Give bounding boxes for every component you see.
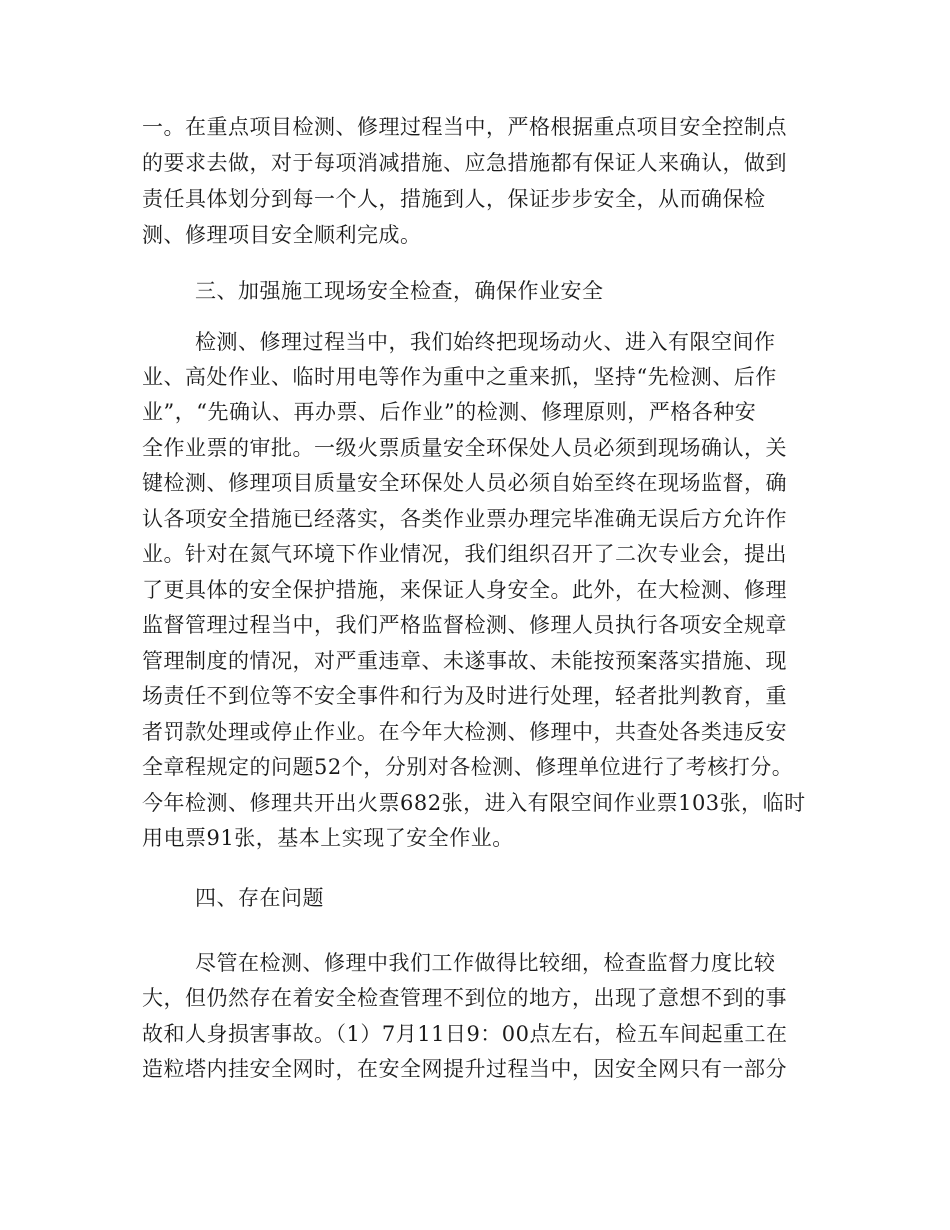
paragraph-line: 一。在重点项目检测、修理过程当中，严格根据重点项目安全控制点 bbox=[142, 115, 787, 139]
paragraph-line: 全章程规定的问题52个，分别对各检测、修理单位进行了考核打分。 bbox=[142, 755, 794, 779]
paragraph-line: 造粒塔内挂安全网时，在安全网提升过程当中，因安全网只有一部分 bbox=[142, 1057, 787, 1081]
paragraph-line: 故和人身损害事故。（1）7月11日9：00点左右，检五车间起重工在 bbox=[142, 1022, 788, 1046]
paragraph-line: 监督管理过程当中，我们严格监督检测、修理人员执行各项安全规章 bbox=[142, 613, 787, 637]
section-heading: 三、加强施工现场安全检查，确保作业安全 bbox=[195, 279, 604, 303]
paragraph-line: 业。针对在氮气环境下作业情况，我们组织召开了二次专业会，提出 bbox=[142, 542, 787, 566]
paragraph-line: 测、修理项目安全顺利完成。 bbox=[142, 223, 422, 247]
paragraph-line: 全作业票的审批。一级火票质量安全环保处人员必须到现场确认，关 bbox=[142, 436, 787, 460]
paragraph-line: 管理制度的情况，对严重违章、未遂事故、未能按预案落实措施、现 bbox=[142, 649, 787, 673]
paragraph-line: 场责任不到位等不安全事件和行为及时进行处理，轻者批判教育，重 bbox=[142, 684, 787, 708]
paragraph-line: 业”，“先确认、再办票、后作业”的检测、修理原则，严格各种安 bbox=[142, 400, 757, 424]
paragraph-line: 键检测、修理项目质量安全环保处人员必须自始至终在现场监督，确 bbox=[142, 471, 787, 495]
paragraph-line: 今年检测、修理共开出火票682张，进入有限空间作业票103张，临时 bbox=[142, 791, 806, 815]
paragraph-line: 尽管在检测、修理中我们工作做得比较细，检查监督力度比较 bbox=[195, 951, 776, 975]
paragraph-line: 检测、修理过程当中，我们始终把现场动火、进入有限空间作 bbox=[195, 330, 776, 354]
paragraph-line: 责任具体划分到每一个人，措施到人，保证步步安全，从而确保检 bbox=[142, 187, 766, 211]
paragraph-line: 者罚款处理或停止作业。在今年大检测、修理中，共查处各类违反安 bbox=[142, 720, 787, 744]
paragraph-line: 业、高处作业、临时用电等作为重中之重来抓，坚持“先检测、后作 bbox=[142, 365, 777, 389]
paragraph-line: 了更具体的安全保护措施，来保证人身安全。此外，在大检测、修理 bbox=[142, 578, 787, 602]
paragraph-line: 的要求去做，对于每项消减措施、应急措施都有保证人来确认，做到 bbox=[142, 151, 787, 175]
section-heading: 四、存在问题 bbox=[195, 886, 324, 910]
paragraph-line: 用电票91张，基本上实现了安全作业。 bbox=[142, 826, 514, 850]
paragraph-line: 大，但仍然存在着安全检查管理不到位的地方，出现了意想不到的事 bbox=[142, 986, 787, 1010]
paragraph-line: 认各项安全措施已经落实，各类作业票办理完毕准确无误后方允许作 bbox=[142, 507, 787, 531]
